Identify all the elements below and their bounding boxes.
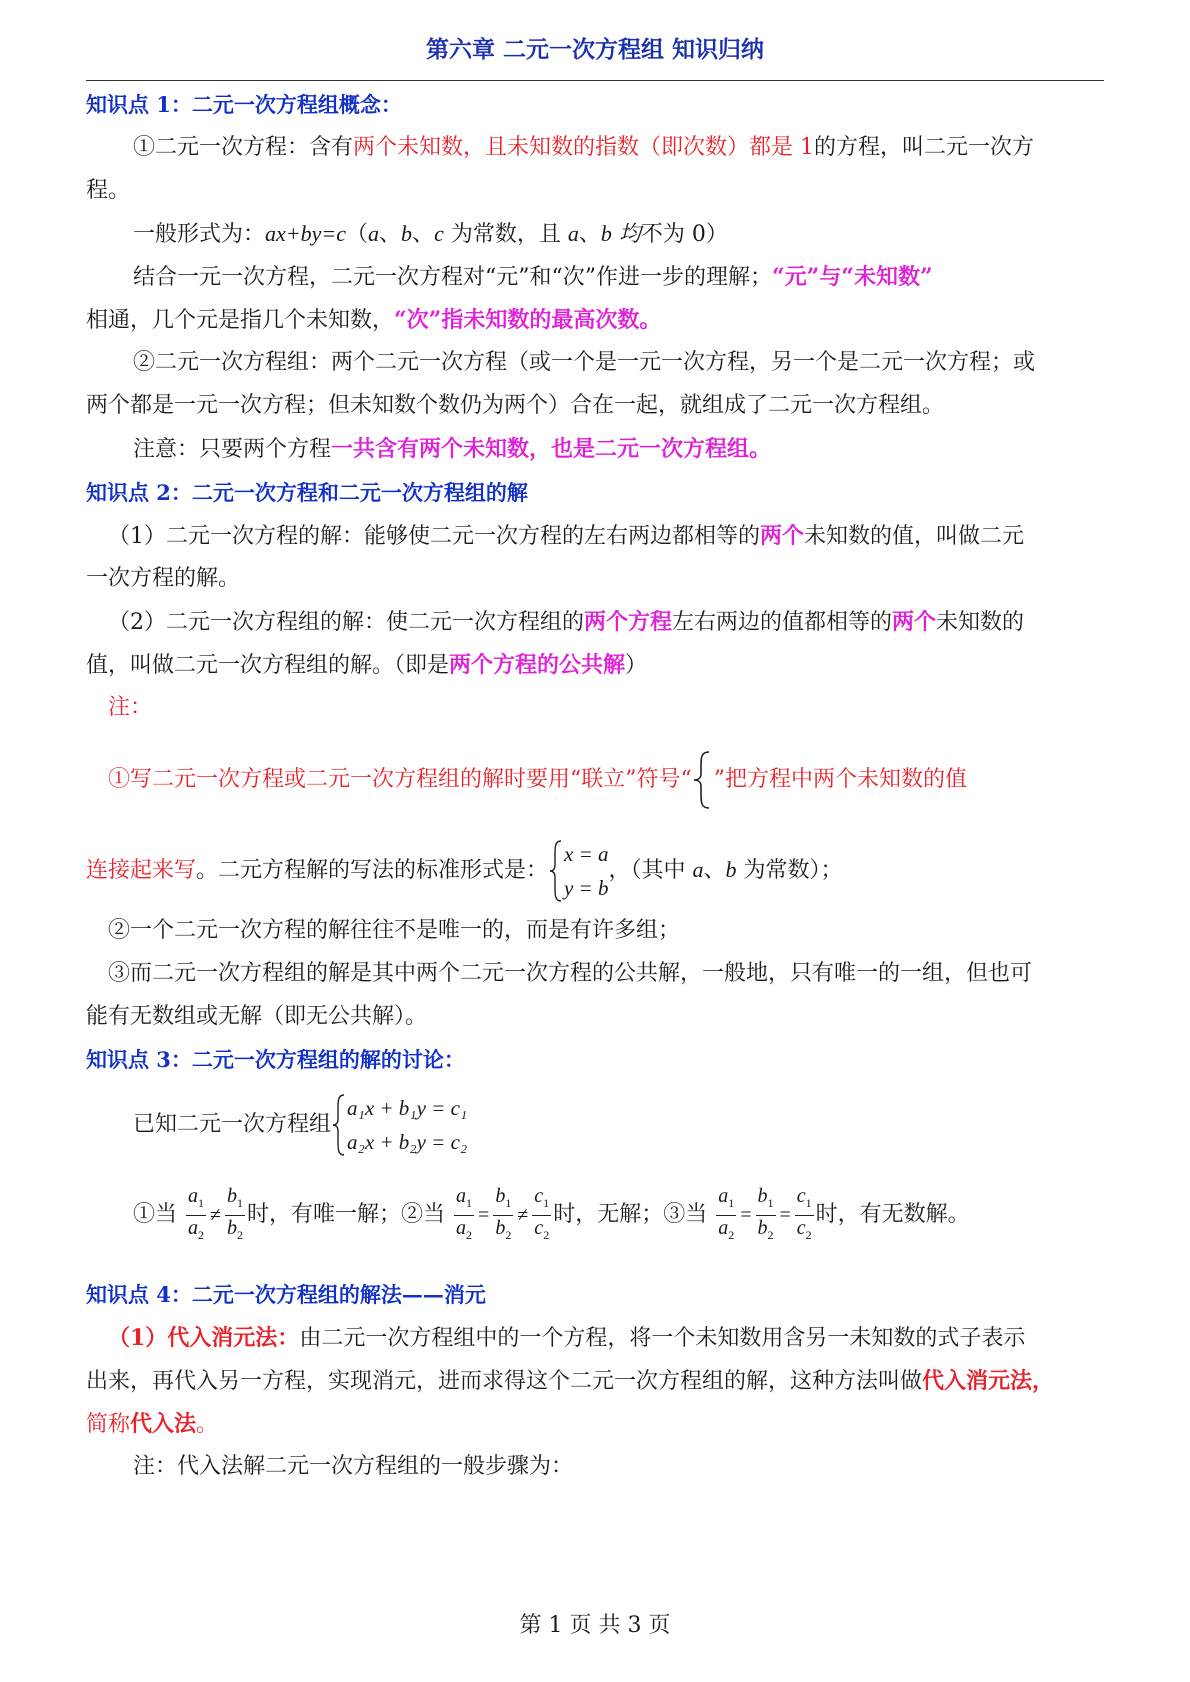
text: 为常数，且 <box>443 222 568 247</box>
text: 、 <box>578 222 601 247</box>
text: 未知数的值，叫做二元 <box>804 524 1025 549</box>
fraction-b1-b2: $\frac{b_1}{b_2}$ <box>757 1184 774 1242</box>
text: 均 <box>611 222 641 247</box>
s4-para2: 注：代入法解二元一次方程组的一般步骤为： <box>133 1454 574 1479</box>
s1-para1-line1 <box>86 133 1034 163</box>
brace-icon <box>548 839 564 903</box>
equation-1: a₁x + b₁y = c₁ <box>347 1096 468 1120</box>
solution-y: y = b <box>564 876 609 900</box>
highlight-text: “元”与“未知数” <box>772 264 933 290</box>
text: 时，有唯一解； <box>247 1202 402 1227</box>
text: 、 <box>412 222 435 247</box>
fraction-a1-a2: $\frac{a_1}{a_2}$ <box>456 1184 473 1242</box>
s4-para1-line3 <box>86 1409 218 1440</box>
text: ①当 <box>133 1202 178 1227</box>
text: 结合一元一次方程，二元一次方程对“元”和“次”作进一步的理解； <box>133 265 772 290</box>
equal-sign: = <box>779 1204 791 1226</box>
highlight-text: 连接起来写 <box>86 858 197 883</box>
s1-para2 <box>86 219 728 250</box>
s2-note3-line2: 能有无数组或无解（即无公共解）。 <box>86 1004 428 1029</box>
text: ①二元一次方程：含有 <box>133 135 354 160</box>
fraction-b1-b2: $\frac{b_1}{b_2}$ <box>495 1184 512 1242</box>
s2-para1-line2: 一次方程的解。 <box>86 566 241 591</box>
text: 时，有无数解。 <box>815 1202 970 1227</box>
text: 简称 <box>86 1412 131 1437</box>
s2-note1-line1 <box>86 750 967 810</box>
text: ②当 <box>401 1202 446 1227</box>
text: （1）二元一次方程的解：能够使二元一次方程的左右两边都相等的 <box>108 524 760 549</box>
var: a <box>692 857 704 882</box>
text: 的方程，叫二元一次方 <box>814 135 1035 160</box>
s2-note3-line1: ③而二元一次方程组的解是其中两个二元一次方程的公共解，一般地，只有唯一的一组，但也可 <box>108 961 1033 986</box>
var: c <box>434 221 444 246</box>
highlight-text: 代入消元法， <box>922 1368 1055 1394</box>
text: 相通，几个元是指几个未知数， <box>86 308 395 333</box>
s2-para1-line1 <box>86 521 1024 552</box>
text: 一般形式为： <box>133 222 266 247</box>
fraction-c1-c2: $\frac{c_1}{c_2}$ <box>796 1184 812 1242</box>
text: （ <box>346 222 369 247</box>
highlight-text: 两个 <box>892 609 937 635</box>
text: ，（其中 <box>608 858 693 883</box>
s2-para2-line2 <box>86 650 647 681</box>
s1-para4-line1: ②二元一次方程组：两个二元一次方程（或一个是一元一次方程，另一个是二元一次方程；或 <box>133 350 1036 375</box>
text: 、 <box>379 222 402 247</box>
var: a <box>567 221 579 246</box>
text: 由二元一次方程组中的一个方程，将一个未知数用含另一未知数的式子表示 <box>299 1326 1026 1351</box>
text: （2）二元一次方程组的解：使二元一次方程组的 <box>108 610 584 635</box>
text: ③当 <box>663 1202 708 1227</box>
highlight-text: 两个方程的公共解 <box>449 652 626 678</box>
highlight-text: 两个未知数，且未知数的指数（即次数）都是 1 <box>353 135 815 160</box>
section2-heading: 知识点 2：二元一次方程和二元一次方程组的解 <box>86 480 528 505</box>
solution-system <box>548 837 609 905</box>
section3-heading: 知识点 3：二元一次方程组的解的讨论： <box>86 1047 465 1072</box>
s2-note2: ②一个二元一次方程的解往往不是唯一的，而是有许多组； <box>108 918 681 943</box>
s2-note1-line2 <box>86 835 843 906</box>
text: 值，叫做二元一次方程组的解。（即是 <box>86 653 450 678</box>
brace-icon <box>692 750 714 810</box>
text: 出来，再代入另一方程，实现消元，进而求得这个二元一次方程组的解，这种方法叫做 <box>86 1369 923 1394</box>
brace-icon <box>331 1093 347 1157</box>
text: ”把方程中两个未知数的值 <box>713 767 967 792</box>
s1-para1-line2: 程。 <box>86 178 131 203</box>
not-equal-sign: ≠ <box>517 1204 529 1226</box>
fraction-c1-c2: $\frac{c_1}{c_2}$ <box>534 1184 550 1242</box>
section1-heading: 知识点 1：二元一次方程组概念： <box>86 92 402 117</box>
page-footer: 第 1 页 共 3 页 <box>519 1613 671 1638</box>
text: 、 <box>703 858 726 883</box>
s3-given-system <box>86 1090 467 1160</box>
s1-para4-line2: 两个都是一元一次方程；但未知数个数仍为两个）合在一起，就组成了二元一次方程组。 <box>86 393 945 418</box>
highlight-text: （1）代入消元法： <box>108 1325 300 1351</box>
highlight-text: 两个 <box>760 523 805 549</box>
s1-para3-line2 <box>86 305 661 336</box>
text: 时，无解； <box>553 1202 664 1227</box>
s2-para2-line1 <box>86 607 1024 638</box>
equal-sign: = <box>740 1204 752 1226</box>
text: 左右两边的值都相等的 <box>672 610 893 635</box>
solution-x: x = a <box>564 842 609 866</box>
highlight-text: “次”指未知数的最高次数。 <box>394 307 662 333</box>
var: a <box>368 221 380 246</box>
equal-sign: = <box>478 1204 490 1226</box>
text: 未知数的 <box>936 610 1025 635</box>
s4-para1-line1 <box>86 1323 1025 1354</box>
page-title: 第六章 二元一次方程组 知识归纳 <box>86 30 1104 81</box>
var: b <box>725 857 737 882</box>
text: 。 <box>196 1412 219 1437</box>
text: 。二元方程解的写法的标准形式是： <box>196 858 549 883</box>
fraction-a1-a2: $\frac{a_1}{a_2}$ <box>188 1184 205 1242</box>
highlight-text: 两个方程 <box>584 609 673 635</box>
section4-heading: 知识点 4：二元一次方程组的解法——消元 <box>86 1282 486 1307</box>
s1-para5 <box>86 434 771 465</box>
s1-para3-line1 <box>86 262 933 293</box>
equation-system <box>331 1091 467 1159</box>
highlight-text: 代入法 <box>130 1411 197 1437</box>
text: ） <box>625 653 648 678</box>
highlight-text: 一共含有两个未知数，也是二元一次方程组。 <box>331 436 772 462</box>
text: 已知二元一次方程组 <box>133 1112 332 1137</box>
equation-2: a₂x + b₂y = c₂ <box>347 1130 468 1154</box>
note-label: 注： <box>108 695 153 720</box>
s4-para1-line2 <box>86 1366 1054 1397</box>
fraction-a1-a2: $\frac{a_1}{a_2}$ <box>718 1184 735 1242</box>
text: 注意：只要两个方程 <box>133 437 332 462</box>
s3-conditions <box>86 1180 970 1250</box>
text: ①写二元一次方程或二元一次方程组的解时要用“联立”符号“ <box>108 767 692 792</box>
var: b <box>401 221 413 246</box>
text: 不为 0） <box>640 222 728 247</box>
fraction-b1-b2: $\frac{b_1}{b_2}$ <box>227 1184 243 1242</box>
text: 为常数）； <box>736 858 843 883</box>
not-equal-sign: ≠ <box>210 1204 221 1226</box>
var: b <box>600 221 612 246</box>
equation: ax+by=c <box>265 221 347 246</box>
